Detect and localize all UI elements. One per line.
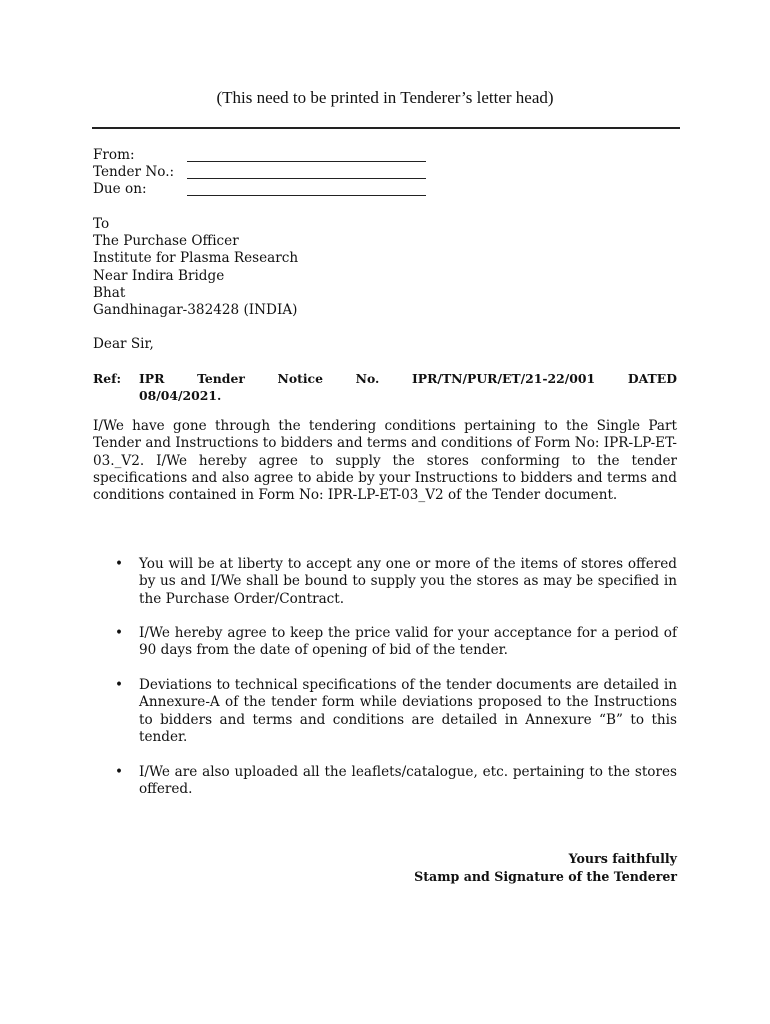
bullet-icon: • bbox=[115, 677, 124, 693]
list-item bbox=[93, 677, 677, 746]
bullet-icon: • bbox=[115, 764, 124, 780]
salutation: Dear Sir, bbox=[93, 336, 154, 352]
list-item bbox=[93, 764, 677, 799]
due-on-field bbox=[93, 181, 433, 198]
list-item bbox=[93, 625, 677, 660]
ref-label: Ref: bbox=[93, 371, 122, 386]
address-line: Near Indira Bridge bbox=[93, 267, 225, 284]
bullet-text: You will be at liberty to accept any one or more of the items of stores offered by us and I/We shall be bound to supply you the stores as may be specified in the Purchase Order/Contract. bbox=[139, 556, 677, 607]
due-on-label: Due on: bbox=[93, 181, 147, 197]
ref-word: No. bbox=[355, 371, 380, 386]
ref-word: DATED bbox=[627, 371, 677, 386]
due-on-blank-line bbox=[187, 195, 426, 196]
tender-no-blank-line bbox=[187, 178, 426, 179]
bullet-icon: • bbox=[115, 556, 124, 572]
body-paragraph: I/We have gone through the tendering conditions pertaining to the Single Part Tender and Instructions to bidders and terms and conditions of Form No: IPR-LP-ET-03._V2. I/We hereby agree to supply the stores conforming to the tender specifications and also agree to abide by your Instructions to bidders and terms and conditions contained in Form No: IPR-LP-ET-03_V2 of the Tender document. bbox=[93, 418, 677, 504]
bullet-text: I/We are also uploaded all the leaflets/catalogue, etc. pertaining to the stores offered. bbox=[139, 764, 677, 798]
ref-word: Tender bbox=[197, 371, 245, 386]
recipient-address bbox=[93, 216, 298, 319]
ref-word: IPR bbox=[139, 371, 165, 386]
bullet-text: Deviations to technical specifications of the tender documents are detailed in Annexure-A of the tender form while deviations proposed to the Instructions to bidders and terms and conditions are detailed in Annexure “B” to this tender. bbox=[139, 677, 677, 745]
address-line: Bhat bbox=[93, 284, 126, 301]
address-line: Gandhinagar-382428 (INDIA) bbox=[93, 302, 298, 319]
closing-salutation: Yours faithfully bbox=[568, 851, 677, 866]
from-label: From: bbox=[93, 147, 135, 163]
ref-subject-line bbox=[139, 370, 677, 387]
header-fields bbox=[93, 147, 433, 198]
list-item bbox=[93, 556, 677, 608]
address-line: To bbox=[93, 216, 110, 232]
tender-no-field bbox=[93, 164, 433, 181]
bullet-text: I/We hereby agree to keep the price valid for your acceptance for a period of 90 days from the date of opening of bid of the tender. bbox=[139, 625, 677, 659]
closing-block bbox=[414, 850, 677, 885]
bullet-icon: • bbox=[115, 625, 124, 641]
tender-no-label: Tender No.: bbox=[93, 164, 175, 180]
ref-date: 08/04/2021. bbox=[139, 388, 222, 403]
from-field bbox=[93, 147, 433, 164]
ref-word: IPR/TN/PUR/ET/21-22/001 bbox=[412, 371, 596, 386]
from-blank-line bbox=[187, 161, 426, 162]
ref-word: Notice bbox=[277, 371, 323, 386]
letterhead-note: (This need to be printed in Tenderer’s letter head) bbox=[216, 88, 554, 107]
address-line: Institute for Plasma Research bbox=[93, 250, 299, 267]
signature-caption: Stamp and Signature of the Tenderer bbox=[414, 868, 677, 884]
address-line: The Purchase Officer bbox=[93, 233, 239, 250]
header-rule bbox=[92, 127, 680, 129]
